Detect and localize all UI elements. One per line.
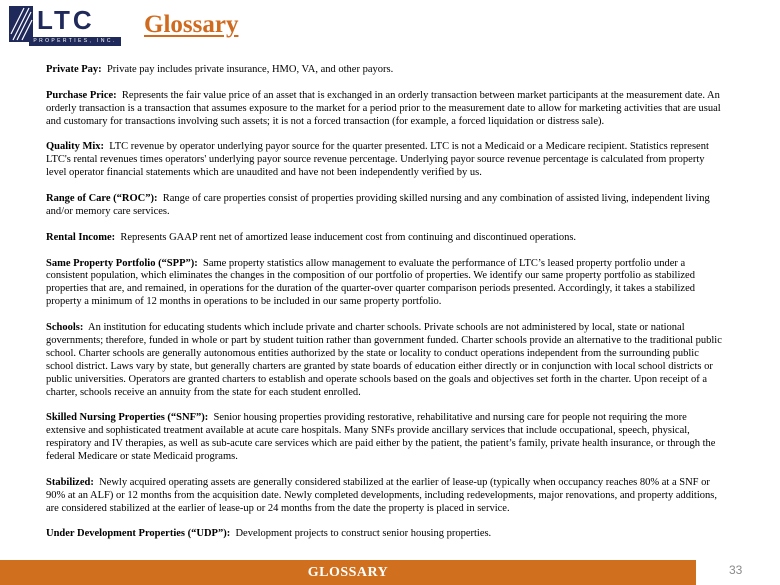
glossary-definition: Senior housing properties providing restorative, rehabilitative and nursing care for people not requiring the more extensive and sophisticated treatment available at acute care hospitals. Many SNFs provide ancillary services that include occupational, speech, physical, respiratory and IV therapies, as well as sub-acute care services which are paid either by the patient, the patient’s family, private health insurance, or through the federal Medicare or state Medicaid programs. bbox=[46, 412, 716, 463]
logo-text: LTC bbox=[37, 5, 95, 35]
glossary-entry-stabilized bbox=[46, 477, 726, 516]
glossary-entry-private-pay bbox=[46, 64, 726, 77]
glossary-definition: Range of care properties consist of properties providing skilled nursing and any combination of assisted living, independent living and/or memory care services. bbox=[46, 193, 710, 217]
footer-bar bbox=[0, 560, 696, 585]
glossary-term: Skilled Nursing Properties (“SNF”): bbox=[46, 412, 209, 424]
glossary-term: Schools: bbox=[46, 322, 84, 334]
glossary-entry-skilled-nursing bbox=[46, 412, 726, 464]
glossary-definition: An institution for educating students which include private and charter schools. Private schools are not administered by local, state or national governments; therefore, funded in whole or part by student tuition rather than government funded. Charter schools provide an alternative to the traditional public school. Charter schools are generally autonomous entities authorized by the state or locality to conduct operations independent from the surrounding public school district. Laws vary by state, but generally charters are granted by state boards of education either directly or in conjunction with local school districts or public universities. Operators are granted charters to establish and operate schools based on the goals and objectives set forth in the charter. Upon receipt of a charter, schools receive an annuity from the state for each student enrolled. bbox=[46, 322, 722, 398]
glossary-entry-schools bbox=[46, 322, 726, 399]
glossary-definition: Represents the fair value price of an asset that is exchanged in an orderly transaction between market participants at the measurement date. An orderly transaction is a transaction that assumes exposure to the market for a period prior to the measurement date to allow for marketing activities that are usual and customary for transactions involving such assets; it is not a forced transaction (for example, a forced liquidation or distress sale). bbox=[46, 89, 721, 127]
glossary-term: Stabilized: bbox=[46, 476, 94, 488]
glossary-definition: Newly acquired operating assets are generally considered stabilized at the earlier of lease-up (typically when occupancy reaches 80% at a SNF or 90% at an ALF) or 12 months from the acquisition date. Newly completed developments, including redevelopments, major renovations, and property additions, are considered stabilized at the earlier of lease-up or 24 months from the date the property is placed in service. bbox=[46, 476, 717, 514]
glossary-entry-under-development bbox=[46, 528, 726, 541]
glossary-entry-purchase-price bbox=[46, 90, 726, 129]
logo-subtext: PROPERTIES, INC. bbox=[29, 37, 121, 46]
footer-label: GLOSSARY bbox=[307, 565, 389, 580]
glossary-term: Range of Care (“ROC”): bbox=[46, 193, 158, 205]
company-logo bbox=[9, 6, 121, 46]
glossary-definition: LTC revenue by operator underlying payor source for the quarter presented. LTC is not a Medicaid or a Medicare recipient. Statistics represent LTC's rental revenues times operators' underlying payor source revenue percentage. Underlying payor source revenue percentage is calculated from property level operator financial statements which are unaudited and have not been independently verified by us. bbox=[46, 141, 709, 179]
glossary-term: Private Pay: bbox=[46, 64, 102, 75]
glossary-entry-range-of-care bbox=[46, 193, 726, 219]
glossary-entry-quality-mix bbox=[46, 141, 726, 180]
glossary-definition: Represents GAAP rent net of amortized lease inducement cost from continuing and discontinued operations. bbox=[120, 231, 577, 243]
glossary-term: Rental Income: bbox=[46, 231, 116, 243]
glossary-term: Under Development Properties (“UDP”): bbox=[46, 528, 231, 540]
page-title: Glossary bbox=[144, 11, 239, 38]
glossary-entry-same-property-portfolio bbox=[46, 258, 726, 310]
glossary-definition: Same property statistics allow management to evaluate the performance of LTC’s leased property portfolio under a consistent population, which eliminates the changes in the composition of our portfolio of properties. We identify our same property portfolio as stabilized properties that are, and remained, in operations for the duration of the quarter-over quarter comparison periods presented. Accordingly, it takes a stabilized property a minimum of 12 months in operations to be included in our same property portfolio. bbox=[46, 257, 696, 308]
glossary-term: Same Property Portfolio (“SPP”): bbox=[46, 257, 198, 269]
glossary-definition: Development projects to construct senior housing properties. bbox=[235, 528, 492, 540]
glossary-entry-rental-income bbox=[46, 232, 726, 245]
glossary-list bbox=[46, 64, 726, 554]
page-number: 33 bbox=[729, 563, 743, 577]
glossary-term: Quality Mix: bbox=[46, 141, 105, 153]
glossary-definition: Private pay includes private insurance, HMO, VA, and other payors. bbox=[106, 64, 394, 75]
glossary-term: Purchase Price: bbox=[46, 89, 117, 101]
